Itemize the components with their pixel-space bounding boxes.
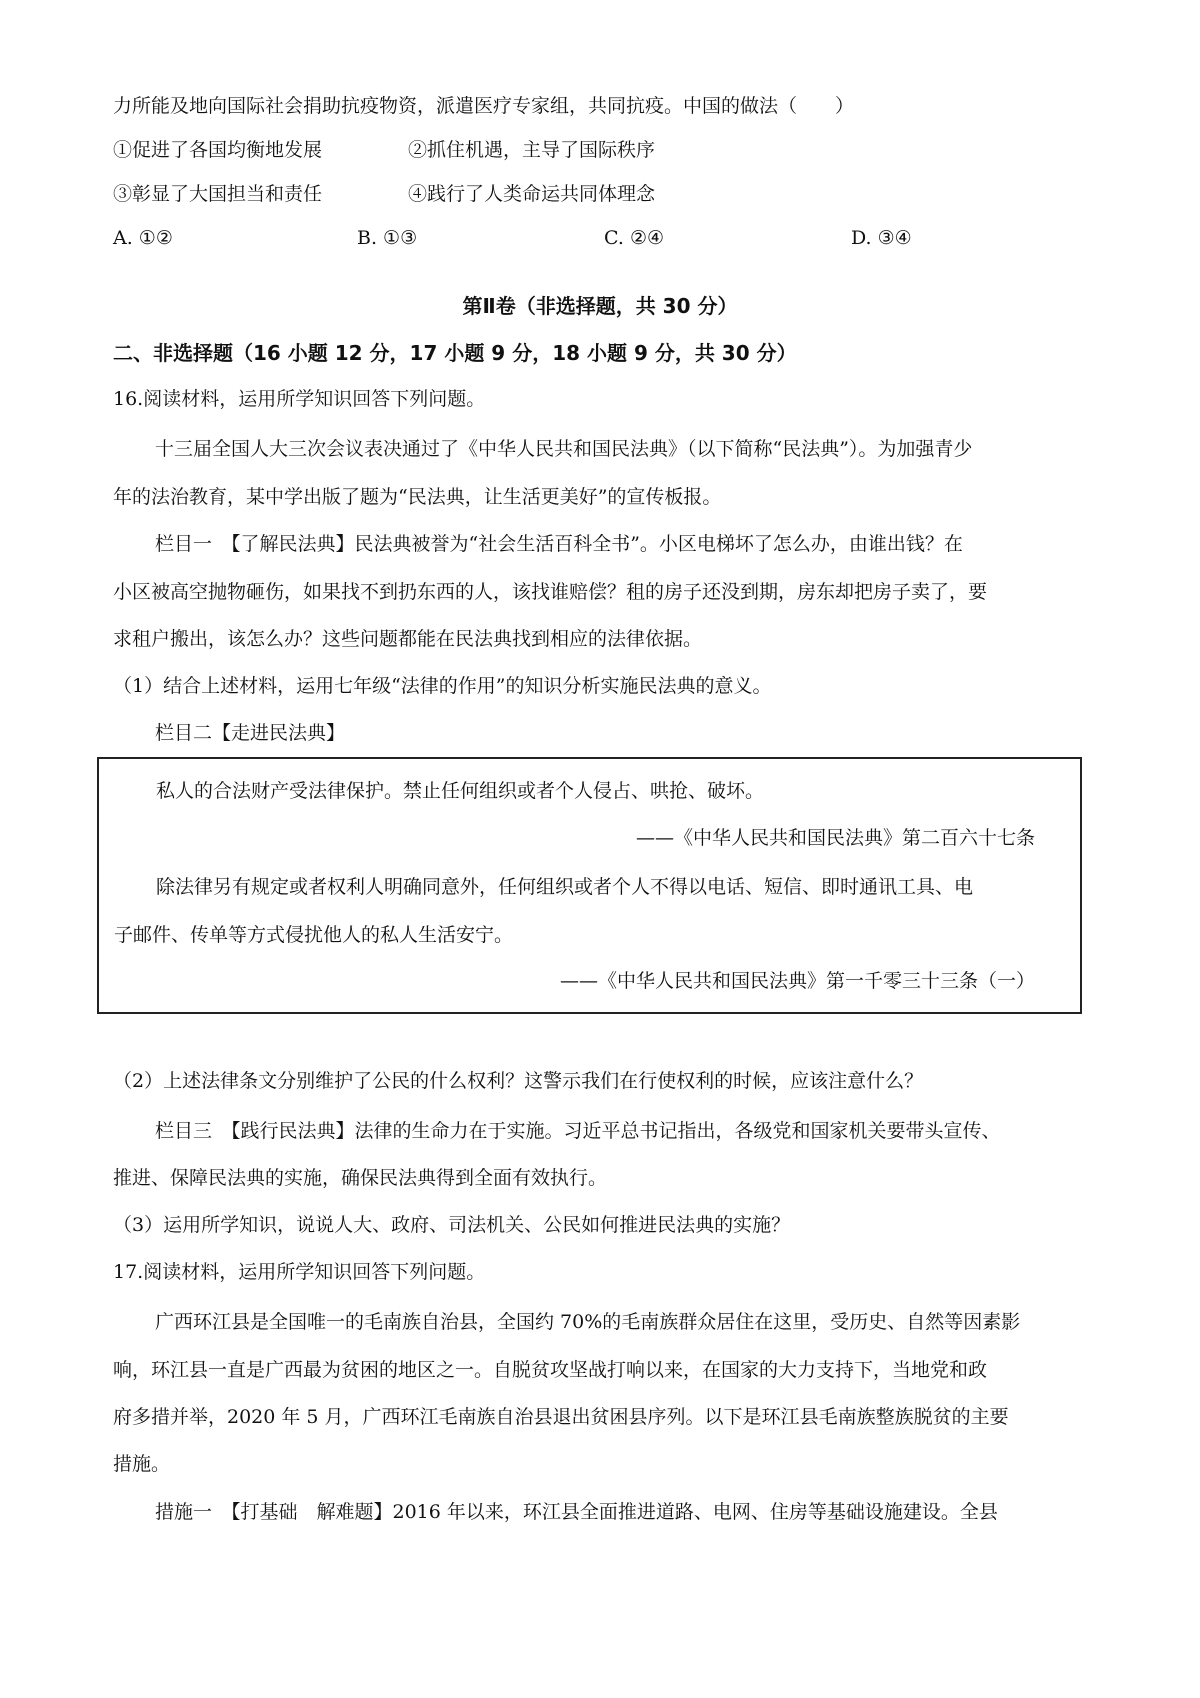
q16-col1-line1: 栏目一 【了解民法典】民法典被誉为“社会生活百科全书”。小区电梯坏了怎么办，由谁出钱？在: [155, 533, 963, 555]
q17-para-line4: 措施。: [113, 1453, 171, 1475]
q17-measure1-line1: 措施一 【打基础 解难题】2016 年以来，环江县全面推进道路、电网、住房等基础设施建设。全县: [155, 1501, 998, 1523]
q17-intro: 17.阅读材料，运用所学知识回答下列问题。: [113, 1261, 486, 1283]
q16-sub3: （3）运用所学知识，说说人大、政府、司法机关、公民如何推进民法典的实施？: [113, 1214, 791, 1236]
q15-stem-tail: 力所能及地向国际社会捐助抗疫物资，派遣医疗专家组，共同抗疫。中国的做法（ ）: [113, 95, 855, 117]
law-text-line1: 私人的合法财产受法律保护。禁止任何组织或者个人侵占、哄抢、破坏。: [156, 780, 765, 802]
q15-choice-d: D. ③④: [851, 227, 912, 249]
q16-intro: 16.阅读材料，运用所学知识回答下列问题。: [113, 388, 486, 410]
law-text-line2: 除法律另有规定或者权利人明确同意外，任何组织或者个人不得以电话、短信、即时通讯工具、电: [156, 876, 974, 898]
section-heading: 二、非选择题（16 小题 12 分，17 小题 9 分，18 小题 9 分，共 30 分）: [113, 341, 797, 365]
q15-option-4: ④践行了人类命运共同体理念: [408, 183, 656, 205]
q15-option-2: ②抓住机遇，主导了国际秩序: [408, 139, 656, 161]
law-text-line3: 子邮件、传单等方式侵扰他人的私人生活安宁。: [114, 924, 514, 946]
part2-title: 第Ⅱ卷（非选择题，共 30 分）: [462, 294, 738, 318]
q17-para-line2: 响，环江县一直是广西最为贫困的地区之一。自脱贫攻坚战打响以来，在国家的大力支持下，当地党和政: [113, 1359, 988, 1381]
q15-option-1: ①促进了各国均衡地发展: [113, 139, 323, 161]
law-source-1033: ——《中华人民共和国民法典》第一千零三十三条（一）: [559, 970, 1035, 992]
q16-sub1: （1）结合上述材料，运用七年级“法律的作用”的知识分析实施民法典的意义。: [113, 675, 772, 697]
q16-col3-line1: 栏目三 【践行民法典】法律的生命力在于实施。习近平总书记指出，各级党和国家机关要带头宣传、: [155, 1120, 1001, 1142]
q15-choice-b: B. ①③: [357, 227, 418, 249]
q16-col1-line3: 求租户搬出，该怎么办？这些问题都能在民法典找到相应的法律依据。: [113, 628, 703, 650]
q16-col1-line2: 小区被高空抛物砸伤，如果找不到扔东西的人，该找谁赔偿？租的房子还没到期，房东却把房子卖了，要: [113, 581, 988, 603]
q16-para1-line1: 十三届全国人大三次会议表决通过了《中华人民共和国民法典》（以下简称“民法典”）。为加强青少: [155, 438, 973, 460]
q15-choice-c: C. ②④: [604, 227, 665, 249]
law-text-box: [97, 757, 1082, 1014]
q16-col2-label: 栏目二【走进民法典】: [155, 722, 346, 744]
q16-sub2: （2）上述法律条文分别维护了公民的什么权利？这警示我们在行使权利的时候，应该注意什么？: [113, 1070, 924, 1092]
q15-choice-a: A. ①②: [113, 227, 173, 249]
q17-para-line3: 府多措并举，2020 年 5 月，广西环江毛南族自治县退出贫困县序列。以下是环江县毛南族整族脱贫的主要: [113, 1406, 1009, 1428]
q16-para1-line2: 年的法治教育，某中学出版了题为“民法典，让生活更美好”的宣传板报。: [113, 486, 722, 508]
q16-col3-line2: 推进、保障民法典的实施，确保民法典得到全面有效执行。: [113, 1167, 608, 1189]
q15-option-3: ③彰显了大国担当和责任: [113, 183, 323, 205]
q17-para-line1: 广西环江县是全国唯一的毛南族自治县，全国约 70%的毛南族群众居住在这里，受历史、自然等因素影: [155, 1311, 1021, 1333]
law-source-267: ——《中华人民共和国民法典》第二百六十七条: [635, 827, 1035, 849]
